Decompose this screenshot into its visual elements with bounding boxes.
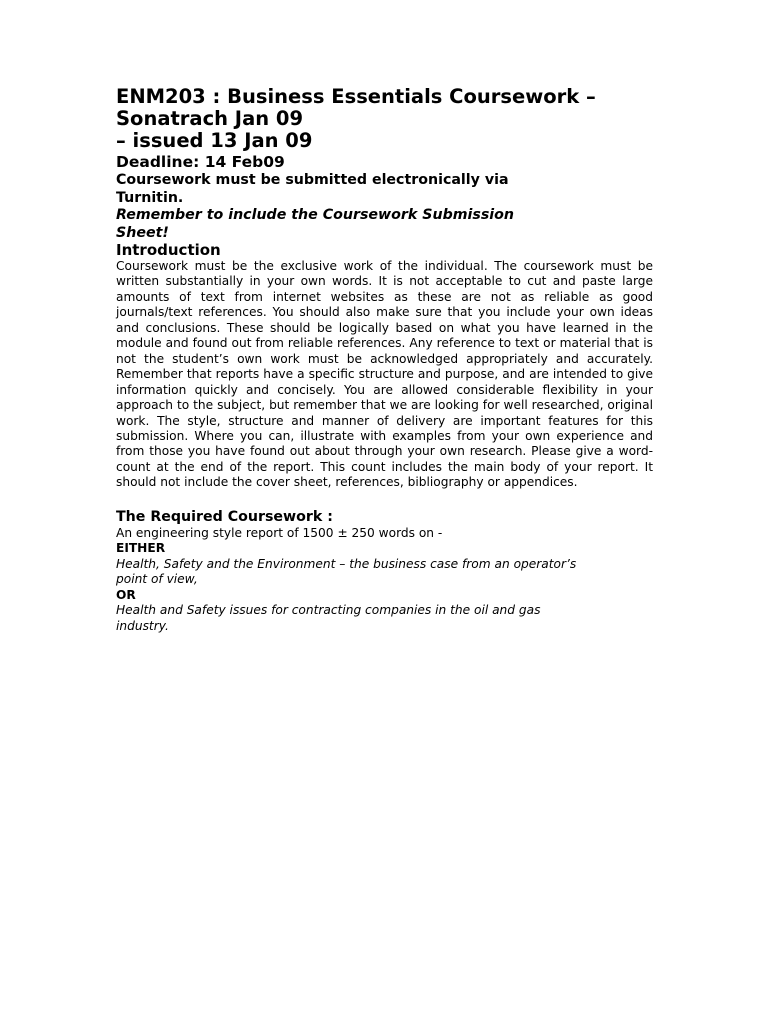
introduction-heading: Introduction <box>116 241 221 259</box>
document-content <box>116 86 653 634</box>
deadline: Deadline: 14 Feb09 <box>116 153 285 171</box>
title-line-3: – issued 13 Jan 09 <box>116 129 313 152</box>
title-line-2: Sonatrach Jan 09 <box>116 107 304 130</box>
introduction-body: Coursework must be the exclusive work of the individual. The coursework must be written substantially in your own words. It is not acceptable to cut and paste large amounts of text from internet websites as these are not as reliable as good journals/text references. You should also make sure that you include your own ideas and conclusions. These should be logically based on what you have learned in the module and found out from reliable references. Any reference to text or material that is not the student’s own work must be acknowledged appropriately and accurately. Remember that reports have a specific structure and purpose, and are intended to give information quickly and concisely. You are allowed considerable flexibility in your approach to the subject, but remember that we are looking for well researched, original work. The style, structure and manner of delivery are important features for this submission. Where you can, illustrate with examples from your own experience and from those you have found out about through your own research. Please give a word-count at the end of the report. This count includes the main body of your report. It should not include the cover sheet, references, bibliography or appendices. <box>116 259 653 490</box>
remember-note: Remember to include the Coursework Submission Sheet! <box>116 207 514 241</box>
title-line-1: ENM203 : Business Essentials Coursework – <box>116 85 596 108</box>
required-coursework-heading: The Required Coursework : <box>116 508 333 525</box>
required-intro: An engineering style report of 1500 ± 250 words on - <box>116 525 443 540</box>
document-title <box>116 86 653 152</box>
or-label: OR <box>116 587 136 602</box>
option-two: Health and Safety issues for contracting companies in the oil and gas industry. <box>116 603 541 633</box>
option-one: Health, Safety and the Environment – the business case from an operator’s point of view, <box>116 556 577 587</box>
either-label: EITHER <box>116 541 166 556</box>
submission-note: Coursework must be submitted electronically via Turnitin. <box>116 172 509 206</box>
